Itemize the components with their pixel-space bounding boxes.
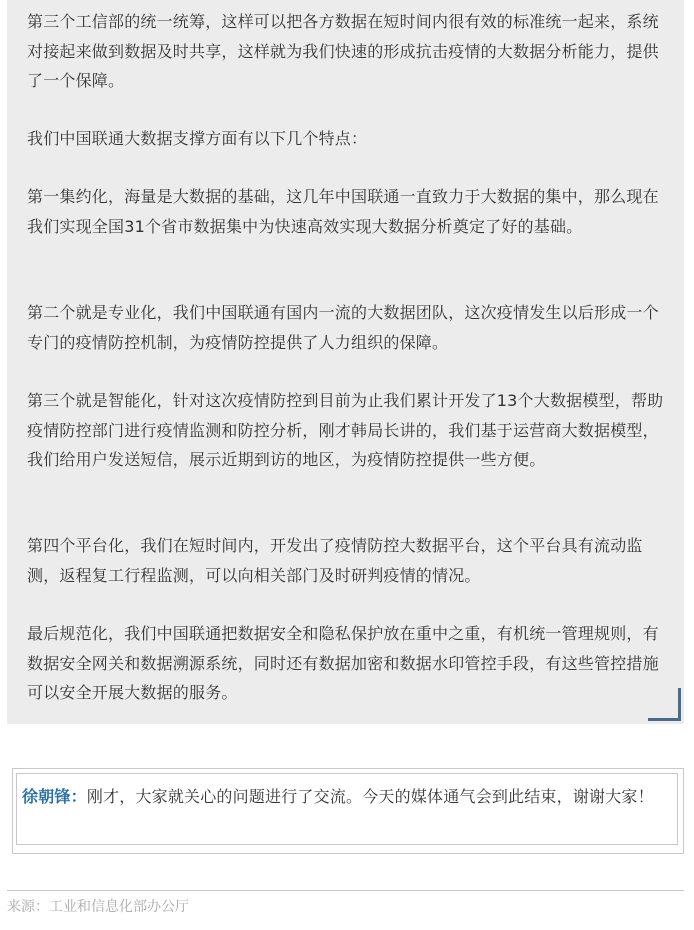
article-paragraph: 第二个就是专业化，我们中国联通有国内一流的大数据团队，这次疫情发生以后形成一个专门的疫情防控机制，为疫情防控提供了人力组织的保障。 xyxy=(27,303,659,352)
corner-decoration xyxy=(648,688,681,721)
article-quote-box xyxy=(7,0,684,724)
closing-quote-text: 刚才，大家就关心的问题进行了交流。今天的媒体通气会到此结束，谢谢大家！ xyxy=(86,787,654,806)
article-paragraph: 第四个平台化，我们在短时间内，开发出了疫情防控大数据平台，这个平台具有流动监测，返程复工行程监测，可以向相关部门及时研判疫情的情况。 xyxy=(27,536,643,585)
article-paragraph: 第一集约化，海量是大数据的基础，这几年中国联通一直致力于大数据的集中，那么现在我们实现全国31个省市数据集中为快速高效实现大数据分析奠定了好的基础。 xyxy=(27,187,659,236)
article-paragraph: 最后规范化，我们中国联通把数据安全和隐私保护放在重中之重，有机统一管理规则，有数据安全网关和数据溯源系统，同时还有数据加密和数据水印管控手段，有这些管控措施可以安全开展大数据的服务。 xyxy=(27,624,659,702)
footer-divider xyxy=(7,890,684,891)
article-paragraph: 第三个工信部的统一统筹，这样可以把各方数据在短时间内很有效的标准统一起来，系统对接起来做到数据及时共享，这样就为我们快速的形成抗击疫情的大数据分析能力，提供了一个保障。 xyxy=(27,12,659,90)
article-paragraph: 我们中国联通大数据支撑方面有以下几个特点： xyxy=(27,129,368,148)
closing-quote xyxy=(22,782,672,811)
source-credit: 来源：工业和信息化部办公厅 xyxy=(7,899,189,915)
article-paragraph: 第三个就是智能化，针对这次疫情防控到目前为止我们累计开发了13个大数据模型，帮助疫情防控部门进行疫情监测和防控分析，刚才韩局长讲的，我们基于运营商大数据模型，我们给用户发送短信，展示近期到访的地区，为疫情防控提供一些方便。 xyxy=(27,391,664,469)
speaker-name: 徐朝锋： xyxy=(22,787,87,806)
